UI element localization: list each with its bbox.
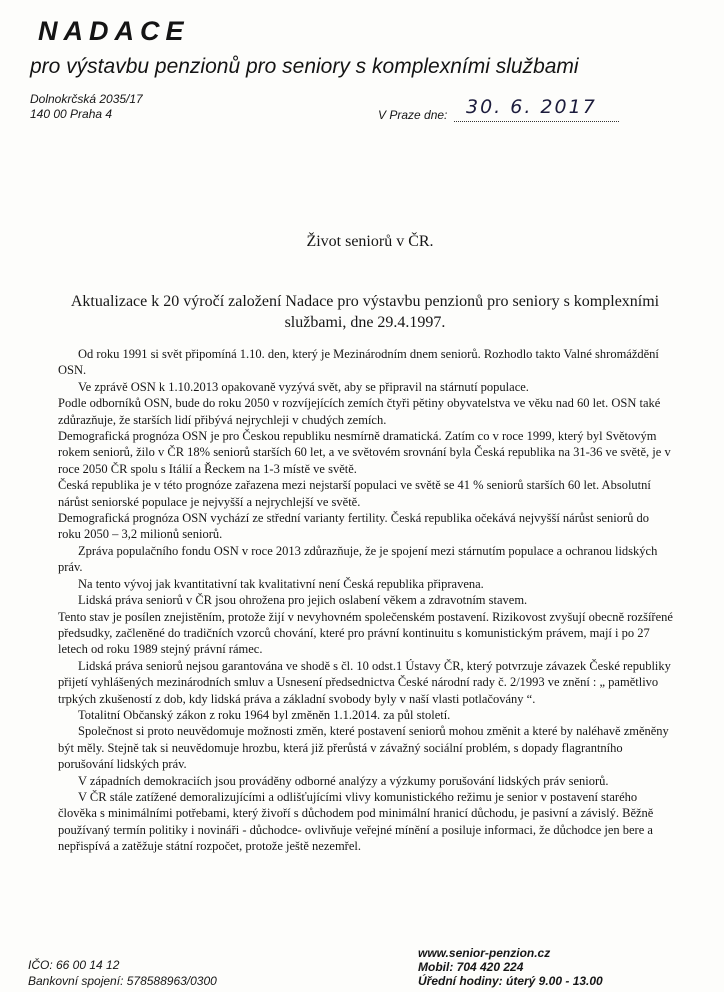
date-label: V Praze dne: [378, 108, 448, 122]
footer-left [28, 957, 217, 989]
body-paragraph: Lidská práva seniorů v ČR jsou ohrožena pro jejich oslabení věkem a zdravotním stavem. [78, 593, 528, 608]
body-paragraph: V ČR stále zatížené demoralizujícími a odlišťujícími vlivy komunistického režimu je senior v postavení starého člověka s minimálními potřebami, který živoří s důchodem pod minimální hranicí důchodu, je pasivní a závislý. Běžně používaný termín politiky i novináři - důchodce- ovlivňuje veřejné mínění a posiluje informaci, že důchodce jen bere a nepřispívá a zatěžuje státní rozpočet, protože ještě nezemřel. [58, 789, 654, 854]
address-street: Dolnokrčská 2035/17 [30, 92, 143, 106]
body-paragraph: V západních demokraciích jsou prováděny odborné analýzy a výzkumy porušování lidských práv seniorů. [78, 773, 609, 788]
body-paragraph: Ve zprávě OSN k 1.10.2013 opakovaně vyzývá svět, aby se připravil na stárnutí populace. [78, 379, 529, 394]
organization-name: NADACE [38, 16, 190, 46]
body-paragraph: Demografická prognóza OSN vychází ze střední varianty fertility. Česká republika očekává nejvyšší nárůst seniorů do roku 2050 – 3,2 milionů seniorů. [58, 511, 650, 542]
footer-right [418, 946, 603, 988]
body-paragraph: Lidská práva seniorů nejsou garantována ve shodě s čl. 10 odst.1 Ústavy ČR, který potvrzuje závazek České republiky přijetí vyhlášených mezinárodních smluv a Usnesení předsednictva České národní rady č. 2/1993 ve znění : „ pamětlivo trpkých zkušeností z dob, kdy lidská práva a základní svobody byly v naší vlasti potlačovány “. [58, 658, 671, 706]
handwritten-date: 30. 6. 2017 [466, 96, 597, 118]
document-subtitle: Aktualizace k 20 výročí založení Nadace pro výstavbu penzionů pro seniory s komplexními službami, dne 29.4.1997. [70, 293, 660, 331]
bank-account: Bankovní spojení: 578588963/0300 [28, 974, 217, 988]
address-block [30, 92, 143, 122]
body-paragraph: Česká republika je v této prognóze zařazena mezi nejstarší populaci ve světě se 41 % seniorů starších 60 let. Absolutní nárůst seniorské populace je nejvyšší a nejrychlejší ve světě. [58, 478, 651, 509]
company-id: IČO: 66 00 14 12 [28, 958, 120, 972]
office-hours: Úřední hodiny: úterý 9.00 - 13.00 [418, 974, 603, 988]
body-paragraph: Zpráva populačního fondu OSN v roce 2013 zdůrazňuje, že je spojení mezi stárnutím populace a ochranou lidských práv. [58, 543, 658, 575]
body-paragraph: Podle odborníků OSN, bude do roku 2050 v rozvíjejících zemích čtyři pětiny obyvatelstva ve věku nad 60 let. OSN také zdůrazňuje, že starších lidí přibývá nejrychleji v chudých zemích. [58, 396, 661, 427]
body-paragraph: Totalitní Občanský zákon z roku 1964 byl změněn 1.1.2014. za půl století. [78, 707, 451, 722]
document-body [58, 346, 673, 855]
document-title: Život seniorů v ČR. [306, 233, 434, 250]
body-paragraph: Na tento vývoj jak kvantitativní tak kvalitativní není Česká republika připravena. [78, 576, 484, 591]
body-paragraph: Demografická prognóza OSN je pro Českou republiku nesmírně dramatická. Zatím co v roce 1999, který byl Světovým rokem seniorů, žilo v ČR 18% seniorů starších 60 let, a ve světovém srovnání byla Česká republika na 31-36 ve světě, je v roce 2050 ČR spolu s Itálií a Řeckem na 1-3 místě ve světě. [58, 429, 671, 476]
body-paragraph: Společnost si proto neuvědomuje možnosti změn, které postavení seniorů mohou změnit a které by naléhavě změněny být měly. Stejně tak si neuvědomuje hrozbu, která již přerůstá v závažný sociální problém, s dopady flagrantního porušování lidských práv. [58, 724, 669, 772]
organization-subtitle: pro výstavbu penzionů pro seniory s komplexními službami [30, 55, 579, 78]
body-paragraph: Od roku 1991 si svět připomíná 1.10. den, který je Mezinárodním dnem seniorů. Rozhodlo takto Valné shromáždění OSN. [58, 347, 659, 378]
mobile-number: Mobil: 704 420 224 [418, 960, 524, 974]
website-link[interactable]: www.senior-penzion.cz [418, 946, 551, 960]
body-paragraph: Tento stav je posílen znejistěním, protože žijí v nevyhovném společenském postavení. Rizikovost zvyšují obecně rozšířené předsudky, začleněné do tradičních vzorců chování, které pro právní kontinuitu s komunistickým právem, mají i po 27 letech od roku 1989 stejný právní rámec. [58, 609, 673, 657]
address-city: 140 00 Praha 4 [30, 107, 113, 121]
